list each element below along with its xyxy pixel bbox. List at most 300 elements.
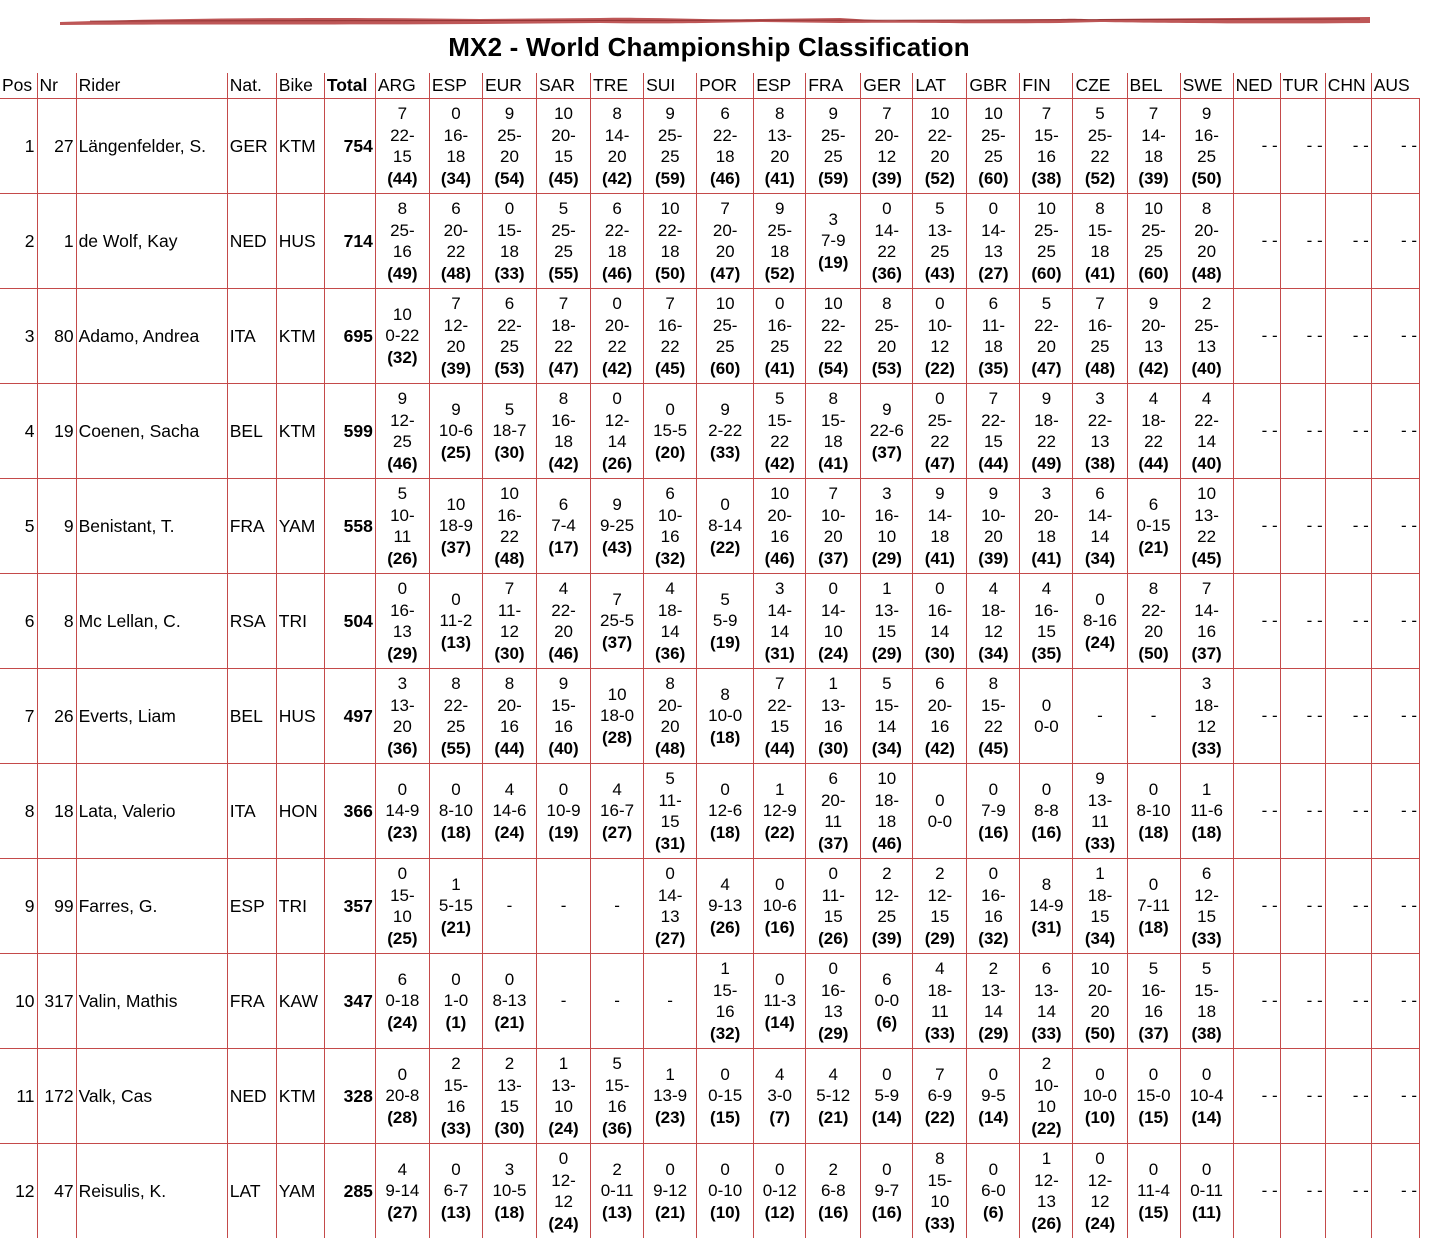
gp-moto-scores: 18- 15: [1087, 885, 1113, 926]
gp-result: [1020, 479, 1073, 574]
gp-result-empty: - -: [1280, 384, 1325, 479]
gp-moto-scores: 0-15: [708, 1086, 743, 1106]
gp-points: (41): [1031, 548, 1062, 568]
rider-position: 10: [0, 954, 37, 1049]
gp-result: [697, 574, 754, 669]
gp-result-missing: -: [591, 859, 644, 954]
gp-position: 4: [720, 874, 730, 894]
gp-result-empty: - -: [1233, 99, 1280, 194]
gp-result: [644, 289, 697, 384]
gp-points: (22): [710, 537, 741, 557]
gp-points: (7): [769, 1107, 791, 1127]
gp-moto-scores: 18- 22: [1034, 410, 1059, 451]
col-header-gp: GER: [861, 73, 913, 99]
gp-position: 5: [397, 484, 408, 503]
gp-points: (50): [655, 263, 686, 283]
gp-moto-scores: 18- 11: [927, 980, 953, 1021]
gp-position: 7: [665, 294, 675, 313]
gp-moto-scores: 16- 22: [657, 315, 683, 356]
gp-points: (48): [440, 263, 472, 283]
gp-moto-scores: 20- 20: [1194, 220, 1219, 261]
gp-points: (47): [548, 358, 579, 378]
gp-points: (48): [1191, 263, 1222, 283]
gp-points: (38): [1031, 168, 1062, 188]
gp-points: (18): [710, 822, 741, 842]
gp-points: (41): [764, 358, 795, 378]
table-row: [0, 574, 1420, 669]
gp-result: [806, 99, 861, 194]
gp-points: (31): [1031, 917, 1062, 937]
gp-result: [861, 764, 913, 859]
gp-moto-scores: 10-9: [546, 801, 581, 821]
gp-moto-scores: 22- 20: [1034, 315, 1059, 356]
col-header-rider: Rider: [76, 73, 227, 99]
gp-moto-scores: 10-0: [1082, 1086, 1117, 1106]
gp-result-missing: -: [1073, 669, 1127, 764]
gp-result: [537, 1144, 591, 1239]
gp-position: 10: [930, 104, 950, 123]
gp-points: (33): [1191, 738, 1222, 758]
gp-result-empty: - -: [1325, 859, 1371, 954]
gp-result: [1127, 289, 1180, 384]
gp-points: (49): [387, 263, 418, 283]
gp-moto-scores: 15- 14: [874, 695, 900, 736]
gp-points: (39): [871, 168, 902, 188]
gp-moto-scores: 0-22: [385, 326, 420, 346]
gp-result: [806, 479, 861, 574]
gp-moto-scores: 0-0: [874, 991, 900, 1011]
gp-points: (6): [876, 1012, 898, 1032]
gp-position: 8: [828, 389, 838, 408]
gp-moto-scores: 25- 25: [551, 220, 576, 261]
gp-result: [806, 1144, 861, 1239]
gp-points: (44): [764, 738, 795, 758]
gp-position: 9: [665, 104, 675, 123]
gp-result: [1073, 479, 1127, 574]
gp-position: 1: [451, 874, 461, 894]
gp-position: 2: [451, 1054, 461, 1073]
gp-moto-scores: 10-4: [1189, 1086, 1224, 1106]
rider-nation: RSA: [227, 574, 276, 669]
gp-position: 4: [935, 959, 945, 978]
gp-result: [1180, 859, 1233, 954]
gp-moto-scores: 0-18: [385, 991, 420, 1011]
gp-moto-scores: 12- 15: [1194, 885, 1219, 926]
gp-points: (32): [978, 928, 1009, 948]
gp-result-empty: - -: [1371, 669, 1419, 764]
gp-position: 1: [665, 1064, 675, 1084]
gp-result: [1073, 99, 1127, 194]
gp-moto-scores: 14-9: [385, 801, 420, 821]
gp-position: 6: [665, 484, 675, 503]
gp-moto-scores: 25- 25: [820, 125, 846, 166]
gp-result: [967, 574, 1020, 669]
gp-moto-scores: 8-8: [1034, 801, 1059, 821]
gp-moto-scores: 10-0: [708, 706, 743, 726]
gp-points: (42): [764, 453, 795, 473]
gp-result: [913, 384, 967, 479]
gp-result: [1020, 859, 1073, 954]
rider-nation: LAT: [227, 1144, 276, 1239]
gp-result: [1180, 479, 1233, 574]
gp-result: [1073, 1144, 1127, 1239]
gp-result-empty: - -: [1325, 99, 1371, 194]
gp-moto-scores: 22- 14: [1194, 410, 1219, 451]
gp-moto-scores: 22- 20: [1141, 600, 1166, 641]
gp-moto-scores: 25-5: [600, 611, 635, 631]
gp-position: 9: [935, 484, 945, 503]
gp-points: (42): [1138, 358, 1169, 378]
rider-number: 172: [37, 1049, 76, 1144]
gp-result: [754, 99, 806, 194]
gp-result: [429, 99, 482, 194]
gp-moto-scores: 12- 13: [1034, 1170, 1059, 1211]
gp-result: [591, 1144, 644, 1239]
gp-position: 0: [882, 199, 892, 218]
gp-points: (10): [1084, 1107, 1116, 1127]
rider-bike: KTM: [276, 99, 324, 194]
gp-moto-scores: 12- 14: [604, 410, 630, 451]
gp-points: (24): [1084, 632, 1116, 652]
gp-position: 0: [397, 579, 408, 598]
gp-moto-scores: 9-25: [600, 516, 635, 536]
col-header-gp: TRE: [591, 73, 644, 99]
gp-moto-scores: 16- 18: [551, 410, 576, 451]
gp-moto-scores: 12- 25: [390, 410, 415, 451]
gp-moto-scores: 13- 15: [874, 600, 900, 641]
gp-result: [429, 954, 482, 1049]
gp-points: (25): [440, 442, 472, 462]
gp-points: (41): [924, 548, 955, 568]
gp-result-empty: - -: [1371, 1049, 1419, 1144]
gp-points: (22): [764, 822, 795, 842]
gp-result: [967, 859, 1020, 954]
gp-position: 4: [1041, 579, 1052, 598]
gp-result: [591, 764, 644, 859]
gp-position: 10: [554, 104, 573, 123]
gp-position: 7: [451, 294, 461, 313]
gp-points: (24): [494, 822, 525, 842]
gp-result: [861, 859, 913, 954]
gp-moto-scores: 15- 18: [497, 220, 522, 261]
gp-result-empty: - -: [1325, 194, 1371, 289]
rider-bike: HUS: [276, 669, 324, 764]
gp-position: 0: [774, 874, 785, 894]
gp-moto-scores: 13- 10: [551, 1075, 576, 1116]
gp-position: 3: [504, 1159, 515, 1179]
gp-result: [482, 194, 536, 289]
gp-result-empty: - -: [1325, 764, 1371, 859]
gp-position: 8: [1095, 199, 1105, 218]
gp-position: 0: [397, 1064, 408, 1084]
gp-position: 9: [1041, 389, 1052, 408]
gp-position: 7: [720, 199, 730, 218]
gp-result: [482, 99, 536, 194]
gp-position: 3: [1041, 484, 1052, 503]
gp-points: (41): [1084, 263, 1116, 283]
gp-result-empty: - -: [1233, 574, 1280, 669]
gp-result: [537, 194, 591, 289]
gp-result: [375, 1144, 429, 1239]
gp-points: (30): [924, 643, 955, 663]
gp-position: 4: [828, 1064, 838, 1084]
gp-position: 6: [612, 199, 622, 218]
table-row: [0, 669, 1420, 764]
gp-result-empty: - -: [1371, 479, 1419, 574]
gp-points: (44): [1138, 453, 1169, 473]
gp-position: 0: [1041, 695, 1052, 715]
rider-position: 11: [0, 1049, 37, 1144]
col-header-gp: FRA: [806, 73, 861, 99]
gp-result: [1127, 764, 1180, 859]
gp-points: (37): [1138, 1023, 1169, 1043]
gp-result: [913, 574, 967, 669]
gp-position: 1: [828, 674, 838, 693]
gp-result: [861, 1049, 913, 1144]
gp-result: [537, 99, 591, 194]
gp-result-empty: - -: [1280, 669, 1325, 764]
gp-position: 0: [504, 969, 515, 989]
gp-points: (26): [387, 548, 418, 568]
rider-number: 19: [37, 384, 76, 479]
rider-name: Coenen, Sacha: [76, 384, 227, 479]
gp-position: 1: [1041, 1149, 1052, 1168]
gp-result: [537, 764, 591, 859]
gp-points: (54): [494, 168, 525, 188]
rider-position: 12: [0, 1144, 37, 1239]
header-row: [0, 73, 1420, 99]
gp-points: (17): [548, 537, 579, 557]
rider-nation: BEL: [227, 384, 276, 479]
gp-result: [754, 1049, 806, 1144]
gp-position: 9: [451, 399, 461, 419]
gp-points: (14): [978, 1107, 1009, 1127]
gp-result: [697, 764, 754, 859]
gp-moto-scores: 16- 25: [1087, 315, 1113, 356]
gp-moto-scores: 13-9: [653, 1086, 688, 1106]
table-row: [0, 1049, 1420, 1144]
rider-nation: NED: [227, 1049, 276, 1144]
col-header-gp: ESP: [754, 73, 806, 99]
gp-result: [482, 954, 536, 1049]
gp-points: (18): [710, 727, 741, 747]
gp-points: (36): [387, 738, 418, 758]
gp-result: [429, 1049, 482, 1144]
gp-moto-scores: 5-12: [816, 1086, 851, 1106]
gp-result: [1180, 1144, 1233, 1239]
gp-points: (37): [440, 537, 472, 557]
gp-points: (46): [710, 168, 741, 188]
gp-result: [482, 479, 536, 574]
gp-result: [754, 764, 806, 859]
gp-result: [1180, 1049, 1233, 1144]
gp-result-missing: -: [482, 859, 536, 954]
gp-points: (55): [440, 738, 472, 758]
gp-result: [967, 954, 1020, 1049]
gp-position: 5: [1095, 104, 1105, 123]
gp-result: [482, 289, 536, 384]
gp-moto-scores: 20- 22: [604, 315, 630, 356]
gp-position: 9: [1148, 294, 1159, 313]
gp-moto-scores: 20- 11: [820, 790, 846, 831]
rider-nation: FRA: [227, 479, 276, 574]
gp-moto-scores: 20- 16: [927, 695, 953, 736]
gp-result: [482, 384, 536, 479]
gp-moto-scores: 10-6: [762, 896, 797, 916]
rider-position: 6: [0, 574, 37, 669]
gp-position: 10: [660, 199, 680, 218]
rider-total: 285: [324, 1144, 375, 1239]
gp-position: 5: [1041, 294, 1052, 313]
gp-result-empty: - -: [1233, 954, 1280, 1049]
col-header-gp: CHN: [1325, 73, 1371, 99]
gp-points: (20): [655, 442, 686, 462]
rider-total: 599: [324, 384, 375, 479]
gp-position: 6: [1148, 494, 1159, 514]
rider-bike: HON: [276, 764, 324, 859]
rider-total: 366: [324, 764, 375, 859]
gp-result-empty: - -: [1325, 954, 1371, 1049]
gp-result: [913, 479, 967, 574]
gp-position: 0: [720, 1159, 730, 1179]
rider-total: 504: [324, 574, 375, 669]
gp-position: 0: [935, 579, 945, 598]
gp-points: (34): [871, 738, 902, 758]
gp-result: [697, 1144, 754, 1239]
gp-result: [644, 669, 697, 764]
gp-position: 2: [1041, 1054, 1052, 1073]
gp-points: (60): [1138, 263, 1169, 283]
gp-moto-scores: 16-7: [600, 801, 635, 821]
col-header-gp: FIN: [1020, 73, 1073, 99]
gp-result: [754, 954, 806, 1049]
gp-result: [1020, 1144, 1073, 1239]
gp-position: 5: [882, 674, 892, 693]
gp-position: 0: [558, 1149, 569, 1168]
gp-moto-scores: 13- 25: [927, 220, 953, 261]
gp-position: 0: [1041, 779, 1052, 799]
gp-position: 3: [1095, 389, 1105, 408]
gp-result-empty: - -: [1233, 194, 1280, 289]
gp-position: 0: [828, 864, 838, 883]
table-row: [0, 764, 1420, 859]
gp-position: 9: [558, 674, 569, 693]
gp-points: (32): [710, 1023, 741, 1043]
gp-result: [375, 99, 429, 194]
gp-points: (49): [1031, 453, 1062, 473]
gp-position: 5: [612, 1054, 622, 1073]
gp-result: [967, 764, 1020, 859]
gp-result: [1020, 194, 1073, 289]
gp-points: (19): [818, 252, 849, 272]
gp-points: (27): [978, 263, 1009, 283]
col-header-gp: LAT: [913, 73, 967, 99]
gp-result: [754, 289, 806, 384]
rider-bike: TRI: [276, 574, 324, 669]
rider-position: 1: [0, 99, 37, 194]
gp-result: [429, 479, 482, 574]
gp-position: 2: [504, 1054, 515, 1073]
gp-result: [806, 954, 861, 1049]
gp-points: (45): [978, 738, 1009, 758]
gp-result: [482, 1144, 536, 1239]
gp-moto-scores: 22- 15: [767, 695, 792, 736]
gp-moto-scores: 22- 18: [712, 125, 738, 166]
gp-position: 4: [1148, 389, 1159, 408]
gp-result: [1180, 574, 1233, 669]
gp-result: [806, 669, 861, 764]
gp-points: (46): [387, 453, 418, 473]
gp-position: 9: [774, 199, 785, 218]
col-header-gp: SUI: [644, 73, 697, 99]
gp-moto-scores: 15- 18: [1194, 980, 1219, 1021]
gp-moto-scores: 13- 11: [1087, 790, 1113, 831]
gp-result: [537, 384, 591, 479]
gp-result: [1127, 574, 1180, 669]
rider-number: 8: [37, 574, 76, 669]
gp-points: (41): [764, 168, 795, 188]
gp-points: (52): [924, 168, 955, 188]
gp-position: 8: [612, 104, 622, 123]
rider-total: 328: [324, 1049, 375, 1144]
gp-result: [754, 574, 806, 669]
gp-position: 0: [988, 779, 999, 799]
gp-result: [861, 289, 913, 384]
gp-moto-scores: 9-7: [874, 1181, 900, 1201]
gp-points: (16): [764, 917, 795, 937]
gp-points: (26): [818, 928, 849, 948]
rider-bike: YAM: [276, 479, 324, 574]
gp-moto-scores: 10- 16: [657, 505, 683, 546]
gp-result-empty: - -: [1233, 289, 1280, 384]
rider-name: Valk, Cas: [76, 1049, 227, 1144]
gp-result-empty: - -: [1233, 669, 1280, 764]
gp-result: [1020, 1049, 1073, 1144]
gp-position: 7: [988, 389, 999, 408]
gp-result: [806, 289, 861, 384]
gp-points: (21): [440, 917, 472, 937]
gp-result-missing: -: [537, 859, 591, 954]
gp-moto-scores: 0-15: [1136, 516, 1171, 536]
gp-position: 8: [882, 294, 892, 313]
rider-name: Mc Lellan, C.: [76, 574, 227, 669]
gp-position: 0: [882, 1064, 892, 1084]
gp-result: [375, 859, 429, 954]
table-row: [0, 384, 1420, 479]
gp-moto-scores: 22- 18: [657, 220, 683, 261]
gp-result: [1180, 289, 1233, 384]
gp-points: (34): [978, 643, 1009, 663]
gp-position: 7: [1148, 104, 1159, 123]
gp-points: (45): [548, 168, 579, 188]
gp-result: [1073, 1049, 1127, 1144]
gp-result: [429, 384, 482, 479]
gp-moto-scores: 14- 18: [927, 505, 953, 546]
gp-points: (22): [1031, 1118, 1062, 1138]
gp-moto-scores: 7-11: [1137, 896, 1170, 916]
gp-points: (27): [387, 1202, 418, 1222]
gp-position: 0: [1148, 874, 1159, 894]
rider-number: 18: [37, 764, 76, 859]
gp-moto-scores: 25- 13: [1194, 315, 1219, 356]
gp-moto-scores: 10- 20: [981, 505, 1006, 546]
gp-moto-scores: 16- 16: [981, 885, 1006, 926]
gp-position: 0: [1148, 1064, 1159, 1084]
gp-position: 0: [1201, 1064, 1212, 1084]
gp-result: [644, 479, 697, 574]
gp-position: 10: [770, 484, 790, 503]
gp-position: 2: [1201, 294, 1212, 313]
